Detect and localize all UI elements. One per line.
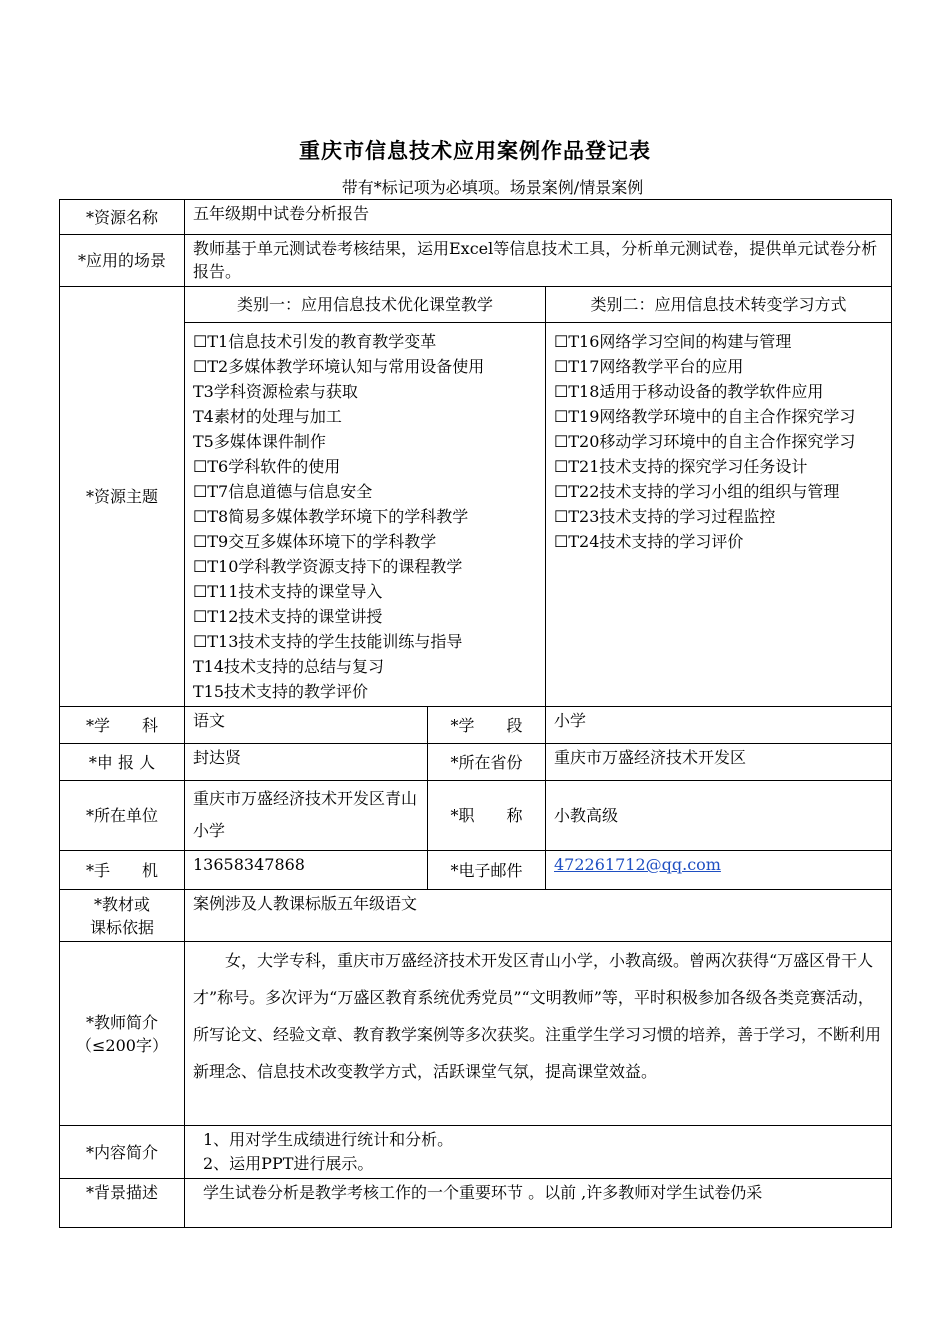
form-subtitle: 带有*标记项为必填项。场景案例/情景案例 (341, 178, 644, 197)
phone-value: 13658347868 (185, 851, 428, 890)
topic-item: ☐T8简易多媒体教学环境下的学科教学 (193, 507, 469, 526)
category-two-list (546, 323, 892, 707)
category-one-title: 类别一：应用信息技术优化课堂教学 (185, 287, 546, 323)
subject-label: *学 科 (60, 707, 185, 744)
topic-item: ☐T22技术支持的学习小组的组织与管理 (554, 482, 840, 501)
content-intro-line: 2、运用PPT进行展示。 (203, 1154, 374, 1173)
background-value: 学生试卷分析是教学考核工作的一个重要环节 。以前 ,许多教师对学生试卷仍采 (185, 1179, 892, 1228)
content-intro-line: 1、用对学生成绩进行统计和分析。 (203, 1130, 454, 1149)
topic-item: ☐T17网络教学平台的应用 (554, 357, 744, 376)
resource-name-label: *资源名称 (60, 200, 185, 235)
textbook-label (60, 890, 185, 942)
topic-item: ☐T19网络教学环境中的自主合作探究学习 (554, 407, 856, 426)
topic-item: ☐T10学科教学资源支持下的课程教学 (193, 557, 463, 576)
form-title: 重庆市信息技术应用案例作品登记表 (299, 138, 651, 163)
phone-label: *手 机 (60, 851, 185, 890)
topic-item: T3学科资源检索与获取 (193, 382, 358, 401)
topic-item: ☐T9交互多媒体环境下的学科教学 (193, 532, 437, 551)
applicant-value: 封达贤 (185, 744, 428, 781)
resource-name-value: 五年级期中试卷分析报告 (185, 200, 892, 235)
category-two-title: 类别二：应用信息技术转变学习方式 (546, 287, 892, 323)
topic-item: T5多媒体课件制作 (193, 432, 326, 451)
unit-label: *所在单位 (60, 781, 185, 851)
province-label: *所在省份 (428, 744, 546, 781)
subject-value: 语文 (185, 707, 428, 744)
title-rank-label: *职 称 (428, 781, 546, 851)
textbook-label-line2: 课标依据 (89, 917, 154, 937)
topic-item: T4素材的处理与加工 (193, 407, 342, 426)
topic-item: ☐T11技术支持的课堂导入 (193, 582, 383, 601)
topic-item: ☐T7信息道德与信息安全 (193, 482, 373, 501)
topic-label: *资源主题 (60, 287, 185, 707)
unit-value: 重庆市万盛经济技术开发区青山小学 (185, 781, 428, 851)
topic-item: T15技术支持的教学评价 (193, 682, 369, 701)
teacher-intro-label-line1: *教师简介 (85, 1012, 158, 1032)
textbook-value: 案例涉及人教课标版五年级语文 (185, 890, 892, 942)
stage-label: *学 段 (428, 707, 546, 744)
stage-value: 小学 (546, 707, 892, 744)
topic-item: ☐T1信息技术引发的教育教学变革 (193, 332, 437, 351)
content-intro-value (185, 1126, 892, 1179)
title-rank-value: 小教高级 (546, 781, 892, 851)
topic-item: T14技术支持的总结与复习 (193, 657, 385, 676)
topic-item: ☐T20移动学习环境中的自主合作探究学习 (554, 432, 856, 451)
email-label: *电子邮件 (428, 851, 546, 890)
teacher-intro-value: 女，大学专科，重庆市万盛经济技术开发区青山小学，小教高级。曾两次获得“万盛区骨干人才”称号。多次评为“万盛区教育系统优秀党员”“文明教师”等，平时积极参加各级各类竞赛活动，所写论文、经验文章、教育教学案例等多次获奖。注重学生学习习惯的培养，善于学习，不断利用新理念、信息技术改变教学方式，活跃课堂气氛，提高课堂效益。 (185, 942, 892, 1126)
applicant-label: *申 报 人 (60, 744, 185, 781)
content-intro-label: *内容简介 (60, 1126, 185, 1179)
scenario-label: *应用的场景 (60, 235, 185, 287)
topic-item: ☐T2多媒体教学环境认知与常用设备使用 (193, 357, 485, 376)
topic-item: ☐T13技术支持的学生技能训练与指导 (193, 632, 463, 651)
topic-item: ☐T12技术支持的课堂讲授 (193, 607, 383, 626)
topic-item: ☐T21技术支持的探究学习任务设计 (554, 457, 808, 476)
topic-item: ☐T18适用于移动设备的教学软件应用 (554, 382, 824, 401)
email-link[interactable]: 472261712@qq.com (554, 855, 721, 874)
background-label: *背景描述 (60, 1179, 185, 1228)
province-value: 重庆市万盛经济技术开发区 (546, 744, 892, 781)
textbook-label-line1: *教材或 (93, 894, 150, 914)
category-one-list (185, 323, 546, 707)
topic-item: ☐T6学科软件的使用 (193, 457, 341, 476)
registration-table (59, 199, 892, 1228)
topic-item: ☐T16网络学习空间的构建与管理 (554, 332, 792, 351)
teacher-intro-label (60, 942, 185, 1126)
topic-item: ☐T24技术支持的学习评价 (554, 532, 744, 551)
teacher-intro-label-line2: （≤200字） (76, 1035, 168, 1055)
topic-item: ☐T23技术支持的学习过程监控 (554, 507, 776, 526)
scenario-value: 教师基于单元测试卷考核结果，运用Excel等信息技术工具，分析单元测试卷，提供单元试卷分析报告。 (185, 235, 892, 287)
